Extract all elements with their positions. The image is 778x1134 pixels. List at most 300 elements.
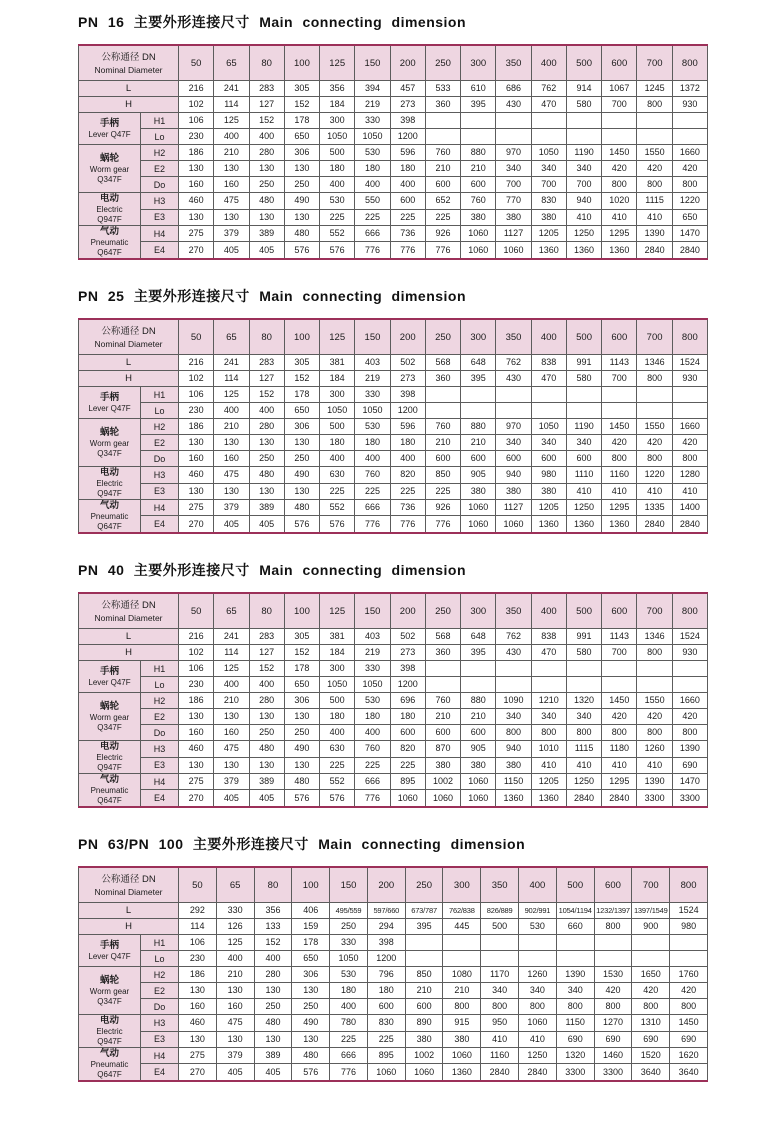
value-cell-250 [425, 113, 460, 129]
value-cell-65: 379 [214, 774, 249, 790]
dn-column-600: 600 [594, 867, 632, 903]
row-H [79, 97, 708, 113]
value-cell-125: 1050 [320, 403, 355, 419]
value-cell-50: 270 [179, 242, 214, 259]
value-cell-800: 930 [672, 645, 707, 661]
value-cell-200: 776 [390, 242, 425, 259]
value-cell-150: 400 [330, 999, 368, 1015]
value-cell-50: 270 [179, 516, 214, 533]
value-cell-150: 330 [355, 113, 390, 129]
sub-label-H2: H2 [141, 693, 179, 709]
group-name-cn: 手柄 [99, 117, 119, 129]
value-cell-800 [672, 403, 707, 419]
value-cell-50: 275 [179, 774, 214, 790]
value-cell-350: 1127 [496, 226, 531, 242]
group-name-en: Q347F [97, 174, 122, 184]
value-cell-300: 600 [461, 177, 496, 193]
value-cell-50: 460 [179, 741, 214, 758]
value-cell-500: 2840 [566, 790, 601, 807]
value-cell-600: 1450 [602, 145, 637, 161]
group-name-en: Q947F [97, 763, 122, 772]
value-cell-300: 210 [461, 435, 496, 451]
group-label-electric [79, 467, 141, 500]
value-cell-200: 820 [390, 467, 425, 484]
value-cell-400 [531, 661, 566, 677]
value-cell-350: 770 [496, 193, 531, 210]
dn-column-125: 125 [320, 593, 355, 629]
row-E4 [79, 1064, 708, 1081]
row-E4 [79, 242, 708, 259]
value-cell-100: 250 [292, 999, 330, 1015]
value-cell-800: 420 [670, 983, 708, 999]
value-cell-200: 398 [367, 935, 405, 951]
group-name-en: Q947F [97, 489, 122, 498]
dn-column-150: 150 [355, 593, 390, 629]
value-cell-700 [632, 951, 670, 967]
value-cell-65: 241 [214, 355, 249, 371]
nominal-diameter-header [79, 45, 179, 81]
value-cell-125: 630 [320, 467, 355, 484]
value-cell-80: 130 [249, 209, 284, 226]
value-cell-600 [602, 113, 637, 129]
dn-column-800: 800 [672, 593, 707, 629]
value-cell-100: 576 [284, 516, 319, 533]
value-cell-125: 184 [320, 371, 355, 387]
value-cell-65: 160 [216, 999, 254, 1015]
value-cell-700: 420 [637, 709, 672, 725]
value-cell-65: 379 [216, 1048, 254, 1064]
row-L [79, 903, 708, 919]
value-cell-400: 380 [531, 483, 566, 500]
value-cell-65: 475 [214, 193, 249, 210]
value-cell-200: 225 [390, 483, 425, 500]
group-name-en: Lever Q47F [88, 403, 131, 413]
value-cell-65: 125 [214, 113, 249, 129]
group-name-en: Worm gear [89, 986, 130, 996]
value-cell-400 [531, 677, 566, 693]
value-cell-700 [637, 113, 672, 129]
value-cell-800: 1760 [670, 967, 708, 983]
value-cell-800: 800 [672, 725, 707, 741]
row-H2 [79, 693, 708, 709]
value-cell-800: 690 [670, 1031, 708, 1048]
value-cell-400: 1360 [531, 242, 566, 259]
value-cell-600: 2840 [602, 790, 637, 807]
value-cell-600: 1360 [602, 242, 637, 259]
group-label-worm [79, 693, 141, 741]
value-cell-350: 1127 [496, 500, 531, 516]
value-cell-500: 3300 [556, 1064, 594, 1081]
group-name-en: Q947F [97, 215, 122, 224]
value-cell-150: 225 [355, 483, 390, 500]
value-cell-300: 380 [461, 483, 496, 500]
value-cell-250: 652 [425, 193, 460, 210]
table-title-pn63-pn100: PN 63/PN 100 主要外形连接尺寸 Main connecting dimension [78, 836, 526, 852]
value-cell-400: 800 [519, 999, 557, 1015]
value-cell-600: 1143 [602, 355, 637, 371]
value-cell-800: 800 [672, 177, 707, 193]
value-cell-250: 1060 [405, 1064, 443, 1081]
dn-column-350: 350 [496, 593, 531, 629]
value-cell-500 [566, 403, 601, 419]
value-cell-200: 180 [390, 709, 425, 725]
value-cell-800: 1470 [672, 226, 707, 242]
value-cell-300: 880 [461, 145, 496, 161]
value-cell-65: 160 [214, 177, 249, 193]
value-cell-250: 776 [425, 242, 460, 259]
value-cell-80: 389 [254, 1048, 292, 1064]
table-section-pn25 [78, 286, 778, 534]
value-cell-200: 736 [390, 226, 425, 242]
value-cell-350: 1360 [496, 790, 531, 807]
group-name-cn: 电动 [99, 741, 119, 752]
value-cell-600: 800 [602, 725, 637, 741]
value-cell-350: 800 [496, 725, 531, 741]
value-cell-50: 216 [179, 355, 214, 371]
value-cell-700: 1310 [632, 1015, 670, 1032]
value-cell-800: 2840 [672, 242, 707, 259]
value-cell-350: 380 [496, 757, 531, 774]
value-cell-200: 596 [390, 145, 425, 161]
value-cell-250: 360 [425, 645, 460, 661]
sub-label-H2: H2 [141, 967, 179, 983]
group-label-lever [79, 661, 141, 693]
value-cell-100: 250 [284, 725, 319, 741]
dn-column-125: 125 [320, 319, 355, 355]
value-cell-150: 530 [355, 693, 390, 709]
value-cell-250 [425, 387, 460, 403]
value-cell-100: 306 [292, 967, 330, 983]
value-cell-125: 500 [320, 693, 355, 709]
value-cell-50: 270 [179, 1064, 217, 1081]
value-cell-400: 340 [519, 983, 557, 999]
value-cell-65: 475 [214, 467, 249, 484]
value-cell-600: 1530 [594, 967, 632, 983]
group-name-en: Q947F [97, 1037, 122, 1046]
value-cell-800: 930 [672, 371, 707, 387]
value-cell-150: 400 [355, 725, 390, 741]
value-cell-500 [566, 129, 601, 145]
value-cell-150: 780 [330, 1015, 368, 1032]
value-cell-65: 130 [214, 709, 249, 725]
value-cell-50: 106 [179, 661, 214, 677]
value-cell-80: 130 [249, 483, 284, 500]
dn-column-100: 100 [284, 319, 319, 355]
value-cell-150: 1050 [330, 951, 368, 967]
value-cell-100: 178 [284, 661, 319, 677]
value-cell-600: 1020 [602, 193, 637, 210]
group-name-en: Q647F [97, 522, 122, 531]
group-name-en: Q647F [97, 1070, 122, 1079]
value-cell-600: 1360 [602, 516, 637, 533]
value-cell-300: 1060 [443, 1048, 481, 1064]
row-H4 [79, 226, 708, 242]
group-name-cn: 气动 [99, 500, 119, 511]
value-cell-400: 2840 [519, 1064, 557, 1081]
value-cell-700: 1346 [637, 355, 672, 371]
value-cell-250: 1002 [425, 774, 460, 790]
value-cell-100: 480 [284, 774, 319, 790]
row-H3 [79, 741, 708, 758]
value-cell-150: 180 [355, 161, 390, 177]
value-cell-200: 1200 [390, 677, 425, 693]
value-cell-200: 502 [390, 355, 425, 371]
row-H [79, 371, 708, 387]
row-Lo [79, 677, 708, 693]
value-cell-125: 300 [320, 661, 355, 677]
nominal-diameter-header [79, 593, 179, 629]
value-cell-125: 1050 [320, 129, 355, 145]
value-cell-250: 533 [425, 81, 460, 97]
value-cell-200: 180 [367, 983, 405, 999]
row-label-L: L [79, 903, 179, 919]
group-name-en: Lever Q47F [88, 951, 131, 961]
value-cell-100: 130 [292, 1031, 330, 1048]
value-cell-80: 400 [249, 129, 284, 145]
header-row [79, 593, 708, 629]
value-cell-200: 273 [390, 97, 425, 113]
dn-column-65: 65 [214, 319, 249, 355]
value-cell-400: 470 [531, 97, 566, 113]
value-cell-700: 1346 [637, 629, 672, 645]
value-cell-700 [637, 403, 672, 419]
value-cell-700: 1115 [637, 193, 672, 210]
nominal-diameter-label-cn: 公称通径 DN [101, 51, 156, 63]
group-name-en: Lever Q47F [88, 677, 131, 687]
dn-column-400: 400 [531, 593, 566, 629]
value-cell-400: 1205 [531, 774, 566, 790]
group-label-pneumatic [79, 1048, 141, 1082]
value-cell-350 [496, 113, 531, 129]
group-name-en: Q347F [97, 448, 122, 458]
value-cell-50: 160 [179, 999, 217, 1015]
value-cell-150: 1050 [355, 677, 390, 693]
value-cell-250: 210 [425, 435, 460, 451]
value-cell-350: 340 [496, 709, 531, 725]
value-cell-150: 219 [355, 97, 390, 113]
value-cell-600: 1160 [602, 467, 637, 484]
dn-column-600: 600 [602, 593, 637, 629]
value-cell-100: 152 [284, 371, 319, 387]
group-label-pneumatic [79, 774, 141, 808]
value-cell-200: 273 [390, 645, 425, 661]
value-cell-400: 1360 [531, 790, 566, 807]
value-cell-250 [425, 661, 460, 677]
value-cell-100: 130 [284, 757, 319, 774]
value-cell-250: 380 [425, 757, 460, 774]
value-cell-100: 305 [284, 81, 319, 97]
value-cell-700: 800 [637, 97, 672, 113]
dn-column-500: 500 [556, 867, 594, 903]
value-cell-80: 280 [249, 419, 284, 435]
value-cell-50: 130 [179, 161, 214, 177]
sub-label-E3: E3 [141, 757, 179, 774]
value-cell-400: 470 [531, 645, 566, 661]
value-cell-50: 130 [179, 483, 214, 500]
value-cell-65: 126 [216, 919, 254, 935]
value-cell-125: 300 [320, 113, 355, 129]
header-row [79, 45, 708, 81]
value-cell-400: 1010 [531, 741, 566, 758]
value-cell-250: 776 [425, 516, 460, 533]
value-cell-80: 130 [249, 435, 284, 451]
value-cell-300: 380 [461, 209, 496, 226]
group-name-en: Pneumatic [90, 512, 129, 521]
row-H3 [79, 193, 708, 210]
row-E2 [79, 435, 708, 451]
value-cell-80: 127 [249, 371, 284, 387]
value-cell-350: 1090 [496, 693, 531, 709]
value-cell-50: 270 [179, 790, 214, 807]
value-cell-800: 3300 [672, 790, 707, 807]
value-cell-700: 1245 [637, 81, 672, 97]
value-cell-700: 410 [637, 757, 672, 774]
value-cell-700 [637, 387, 672, 403]
row-L [79, 81, 708, 97]
row-E3 [79, 209, 708, 226]
value-cell-100: 250 [284, 451, 319, 467]
value-cell-100: 130 [284, 709, 319, 725]
value-cell-700 [637, 677, 672, 693]
sub-label-E2: E2 [141, 709, 179, 725]
table-section-pn16 [78, 12, 778, 260]
row-H1 [79, 935, 708, 951]
value-cell-150: 330 [355, 661, 390, 677]
value-cell-50: 186 [179, 693, 214, 709]
row-E4 [79, 516, 708, 533]
sub-label-H1: H1 [141, 113, 179, 129]
dn-column-125: 125 [320, 45, 355, 81]
value-cell-50: 130 [179, 435, 214, 451]
value-cell-800: 1450 [670, 1015, 708, 1032]
dn-column-150: 150 [330, 867, 368, 903]
value-cell-600 [602, 387, 637, 403]
group-name-en: Pneumatic [90, 238, 129, 247]
value-cell-150: 776 [330, 1064, 368, 1081]
value-cell-350: 1060 [496, 242, 531, 259]
value-cell-300 [461, 113, 496, 129]
value-cell-250: 360 [425, 371, 460, 387]
value-cell-125: 180 [320, 161, 355, 177]
group-name-cn: 蜗轮 [99, 974, 119, 986]
row-H [79, 919, 708, 935]
value-cell-80: 250 [249, 451, 284, 467]
value-cell-100: 130 [284, 435, 319, 451]
value-cell-150: 180 [355, 435, 390, 451]
group-name-cn: 手柄 [99, 939, 119, 951]
row-H2 [79, 419, 708, 435]
value-cell-80: 405 [249, 242, 284, 259]
value-cell-100: 305 [284, 629, 319, 645]
value-cell-500 [566, 113, 601, 129]
value-cell-100: 650 [284, 129, 319, 145]
value-cell-50: 130 [179, 1031, 217, 1048]
value-cell-200: 180 [390, 435, 425, 451]
dn-column-400: 400 [519, 867, 557, 903]
value-cell-100: 130 [292, 983, 330, 999]
value-cell-800: 3640 [670, 1064, 708, 1081]
sub-label-H1: H1 [141, 935, 179, 951]
value-cell-700: 1390 [637, 774, 672, 790]
sub-label-H4: H4 [141, 774, 179, 790]
value-cell-700: 1390 [637, 226, 672, 242]
value-cell-500: 580 [566, 97, 601, 113]
value-cell-400: 380 [531, 209, 566, 226]
value-cell-150: 530 [330, 967, 368, 983]
group-label-electric [79, 1015, 141, 1048]
value-cell-500: 340 [566, 161, 601, 177]
value-cell-400: 1205 [531, 500, 566, 516]
sub-label-Lo: Lo [141, 677, 179, 693]
value-cell-125: 1050 [320, 677, 355, 693]
row-label-L: L [79, 629, 179, 645]
value-cell-300: 648 [461, 355, 496, 371]
value-cell-350 [496, 403, 531, 419]
value-cell-800 [672, 661, 707, 677]
value-cell-500 [566, 387, 601, 403]
group-name-en: Pneumatic [90, 1060, 129, 1069]
value-cell-65: 210 [214, 693, 249, 709]
value-cell-80: 283 [249, 355, 284, 371]
value-cell-200: 597/660 [367, 903, 405, 919]
value-cell-65: 130 [216, 983, 254, 999]
value-cell-150: 666 [355, 226, 390, 242]
value-cell-65: 241 [214, 629, 249, 645]
value-cell-80: 400 [249, 403, 284, 419]
row-L [79, 355, 708, 371]
value-cell-200: 1060 [390, 790, 425, 807]
value-cell-150: 225 [355, 209, 390, 226]
value-cell-200: 736 [390, 500, 425, 516]
value-cell-500: 1320 [556, 1048, 594, 1064]
value-cell-350: 970 [496, 419, 531, 435]
sub-label-Do: Do [141, 725, 179, 741]
value-cell-350: 700 [496, 177, 531, 193]
value-cell-600: 1232/1397 [594, 903, 632, 919]
value-cell-700: 2840 [637, 242, 672, 259]
value-cell-125: 552 [320, 774, 355, 790]
value-cell-125: 630 [320, 741, 355, 758]
value-cell-800: 1372 [672, 81, 707, 97]
row-label-L: L [79, 81, 179, 97]
value-cell-65: 379 [214, 226, 249, 242]
group-label-lever [79, 113, 141, 145]
value-cell-600: 690 [594, 1031, 632, 1048]
value-cell-300: 210 [461, 709, 496, 725]
value-cell-500: 1250 [566, 774, 601, 790]
value-cell-300: 395 [461, 645, 496, 661]
value-cell-50: 130 [179, 757, 214, 774]
value-cell-400 [531, 403, 566, 419]
value-cell-250: 760 [425, 693, 460, 709]
dn-column-700: 700 [632, 867, 670, 903]
value-cell-350: 380 [496, 209, 531, 226]
value-cell-50: 216 [179, 629, 214, 645]
value-cell-600: 1180 [602, 741, 637, 758]
sub-label-E4: E4 [141, 1064, 179, 1081]
value-cell-65: 400 [214, 129, 249, 145]
sub-label-Do: Do [141, 177, 179, 193]
value-cell-400: 902/991 [519, 903, 557, 919]
value-cell-80: 280 [249, 145, 284, 161]
value-cell-65: 160 [214, 725, 249, 741]
value-cell-250: 760 [425, 145, 460, 161]
value-cell-200: 400 [390, 177, 425, 193]
value-cell-80: 152 [249, 387, 284, 403]
value-cell-65: 475 [216, 1015, 254, 1032]
sub-label-E3: E3 [141, 1031, 179, 1048]
value-cell-200: 1200 [367, 951, 405, 967]
